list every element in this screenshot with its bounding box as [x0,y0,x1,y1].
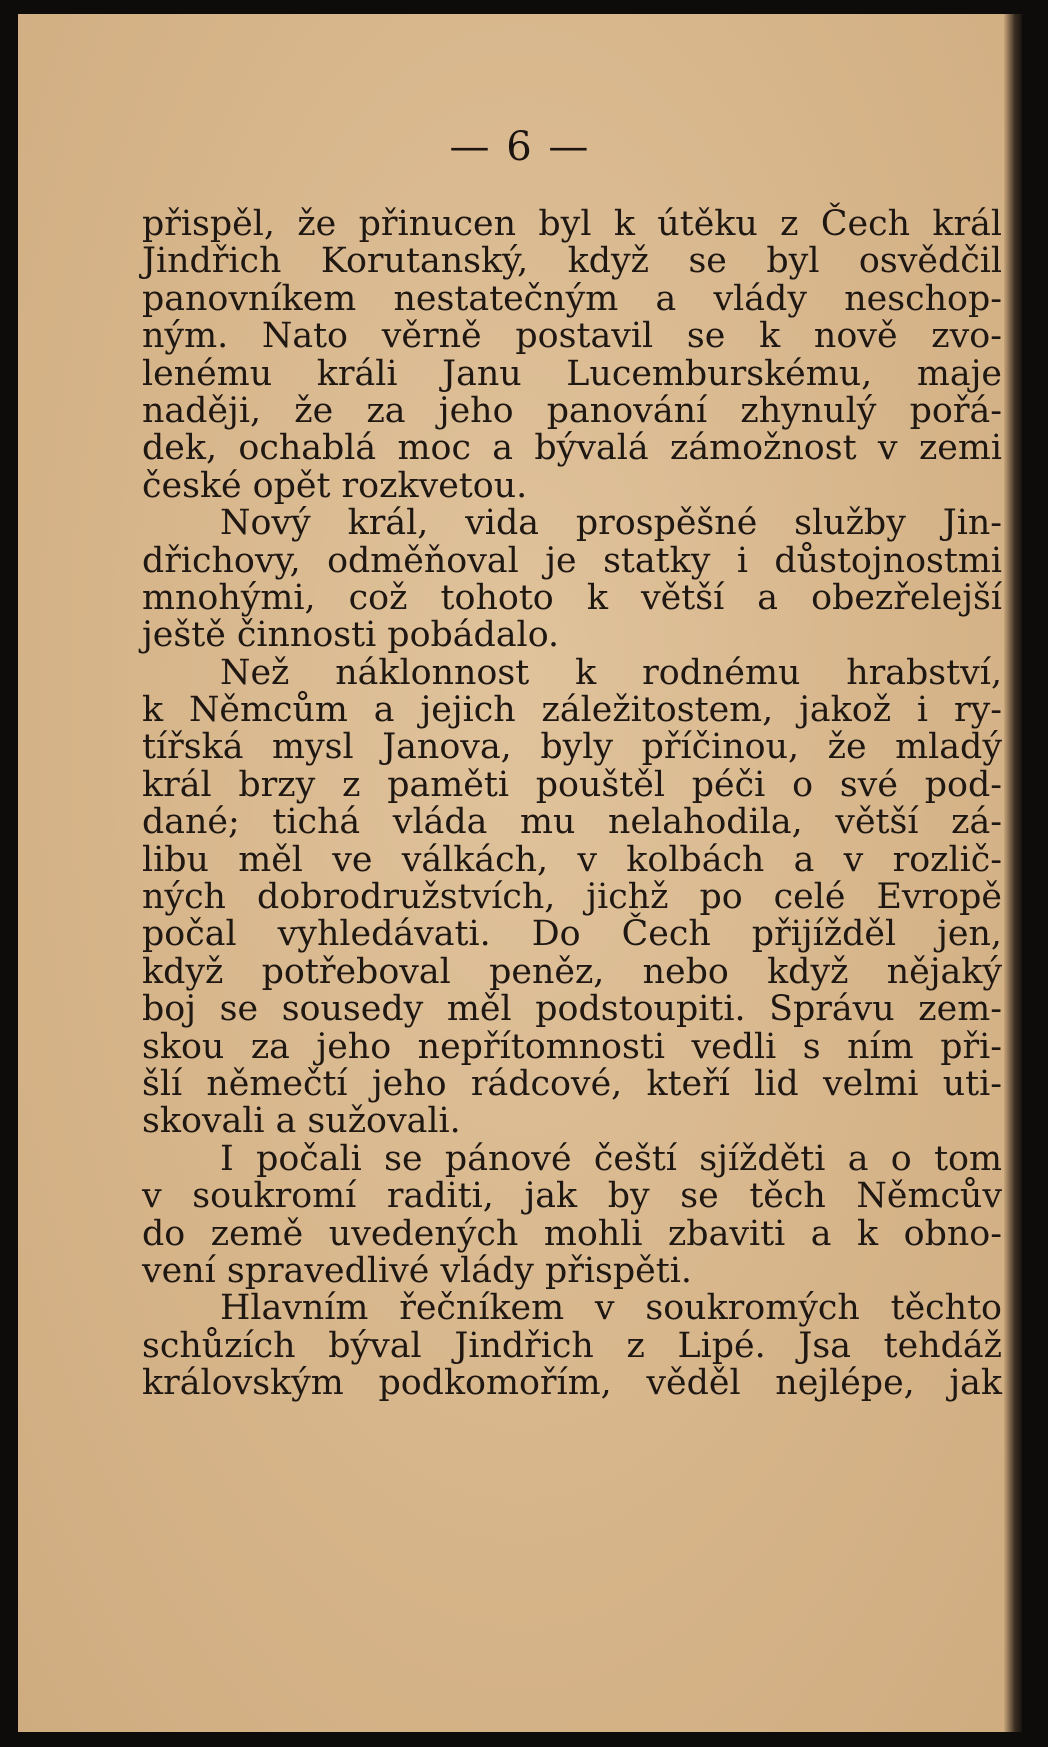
text-line: lenému králi Janu Lucemburskému, maje [142,353,1002,394]
text-line: když potřeboval peněz, nebo když nějaký [142,951,1002,992]
text-line: ných dobrodružstvích, jichž po celé Evropě [142,877,1002,918]
text-line: ným. Nato věrně postavil se k nově zvo- [142,316,1002,357]
text-line: Nový král, vida prospěšné služby Jin- [220,503,1002,544]
text-line: dané; tichá vláda mu nelahodila, větší zá- [142,802,1002,843]
text-line: dek, ochablá moc a bývalá zámožnost v zemi [142,428,1002,469]
text-line: Hlavním řečníkem v soukromých těchto [220,1288,1002,1329]
text-line: Jindřich Korutanský, když se byl osvědčil [142,241,1002,282]
text-line: královským podkomořím, věděl nejlépe, jak [142,1363,1002,1404]
text-line: přispěl, že přinucen byl k útěku z Čech král [142,204,1002,244]
text-line: mnohými, což tohoto k větší a obezřelejší [142,577,1002,618]
text-line: skou za jeho nepřítomnosti vedli s ním při- [142,1026,1002,1067]
text-line: panovníkem nestatečným a vlády neschop- [142,278,1002,319]
text-line: I počali se pánové čeští sjížděti a o tom [220,1138,1002,1179]
body-text [142,206,1002,1403]
text-line: Než náklonnost k rodnému hrabství, [220,652,1002,693]
text-line: šlí němečtí jeho rádcové, kteří lid velmi uti- [142,1063,1002,1104]
text-line: tířská mysl Janova, byly příčinou, že mladý [142,727,1002,768]
text-line: počal vyhledávati. Do Čech přijížděl jen, [142,914,1002,955]
text-line: schůzích býval Jindřich z Lipé. Jsa tehdáž [142,1325,1002,1366]
text-line: král brzy z paměti pouštěl péči o své pod- [142,764,1002,805]
text-line: libu měl ve válkách, v kolbách a v rozlič- [142,839,1002,880]
text-line: do země uvedených mohli zbaviti a k obno- [142,1213,1002,1254]
text-line: k Němcům a jejich záležitostem, jakož i ry- [142,690,1002,731]
page-number: — 6 — [449,124,591,170]
book-page [18,14,1022,1732]
text-line: ještě činnosti pobádalo. [142,615,560,656]
text-line: české opět rozkvetou. [142,465,528,506]
text-line: skovali a sužovali. [142,1101,461,1142]
page-edge-shadow [1004,14,1022,1732]
text-line: v soukromí raditi, jak by se těch Němcův [142,1176,1002,1217]
text-line: vení spravedlivé vlády přispěti. [142,1250,692,1291]
text-line: dřichovy, odměňoval je statky i důstojnostmi [142,540,1002,581]
text-line: naději, že za jeho panování zhynulý pořá- [142,390,1002,431]
text-line: boj se sousedy měl podstoupiti. Správu zem- [142,989,1002,1030]
